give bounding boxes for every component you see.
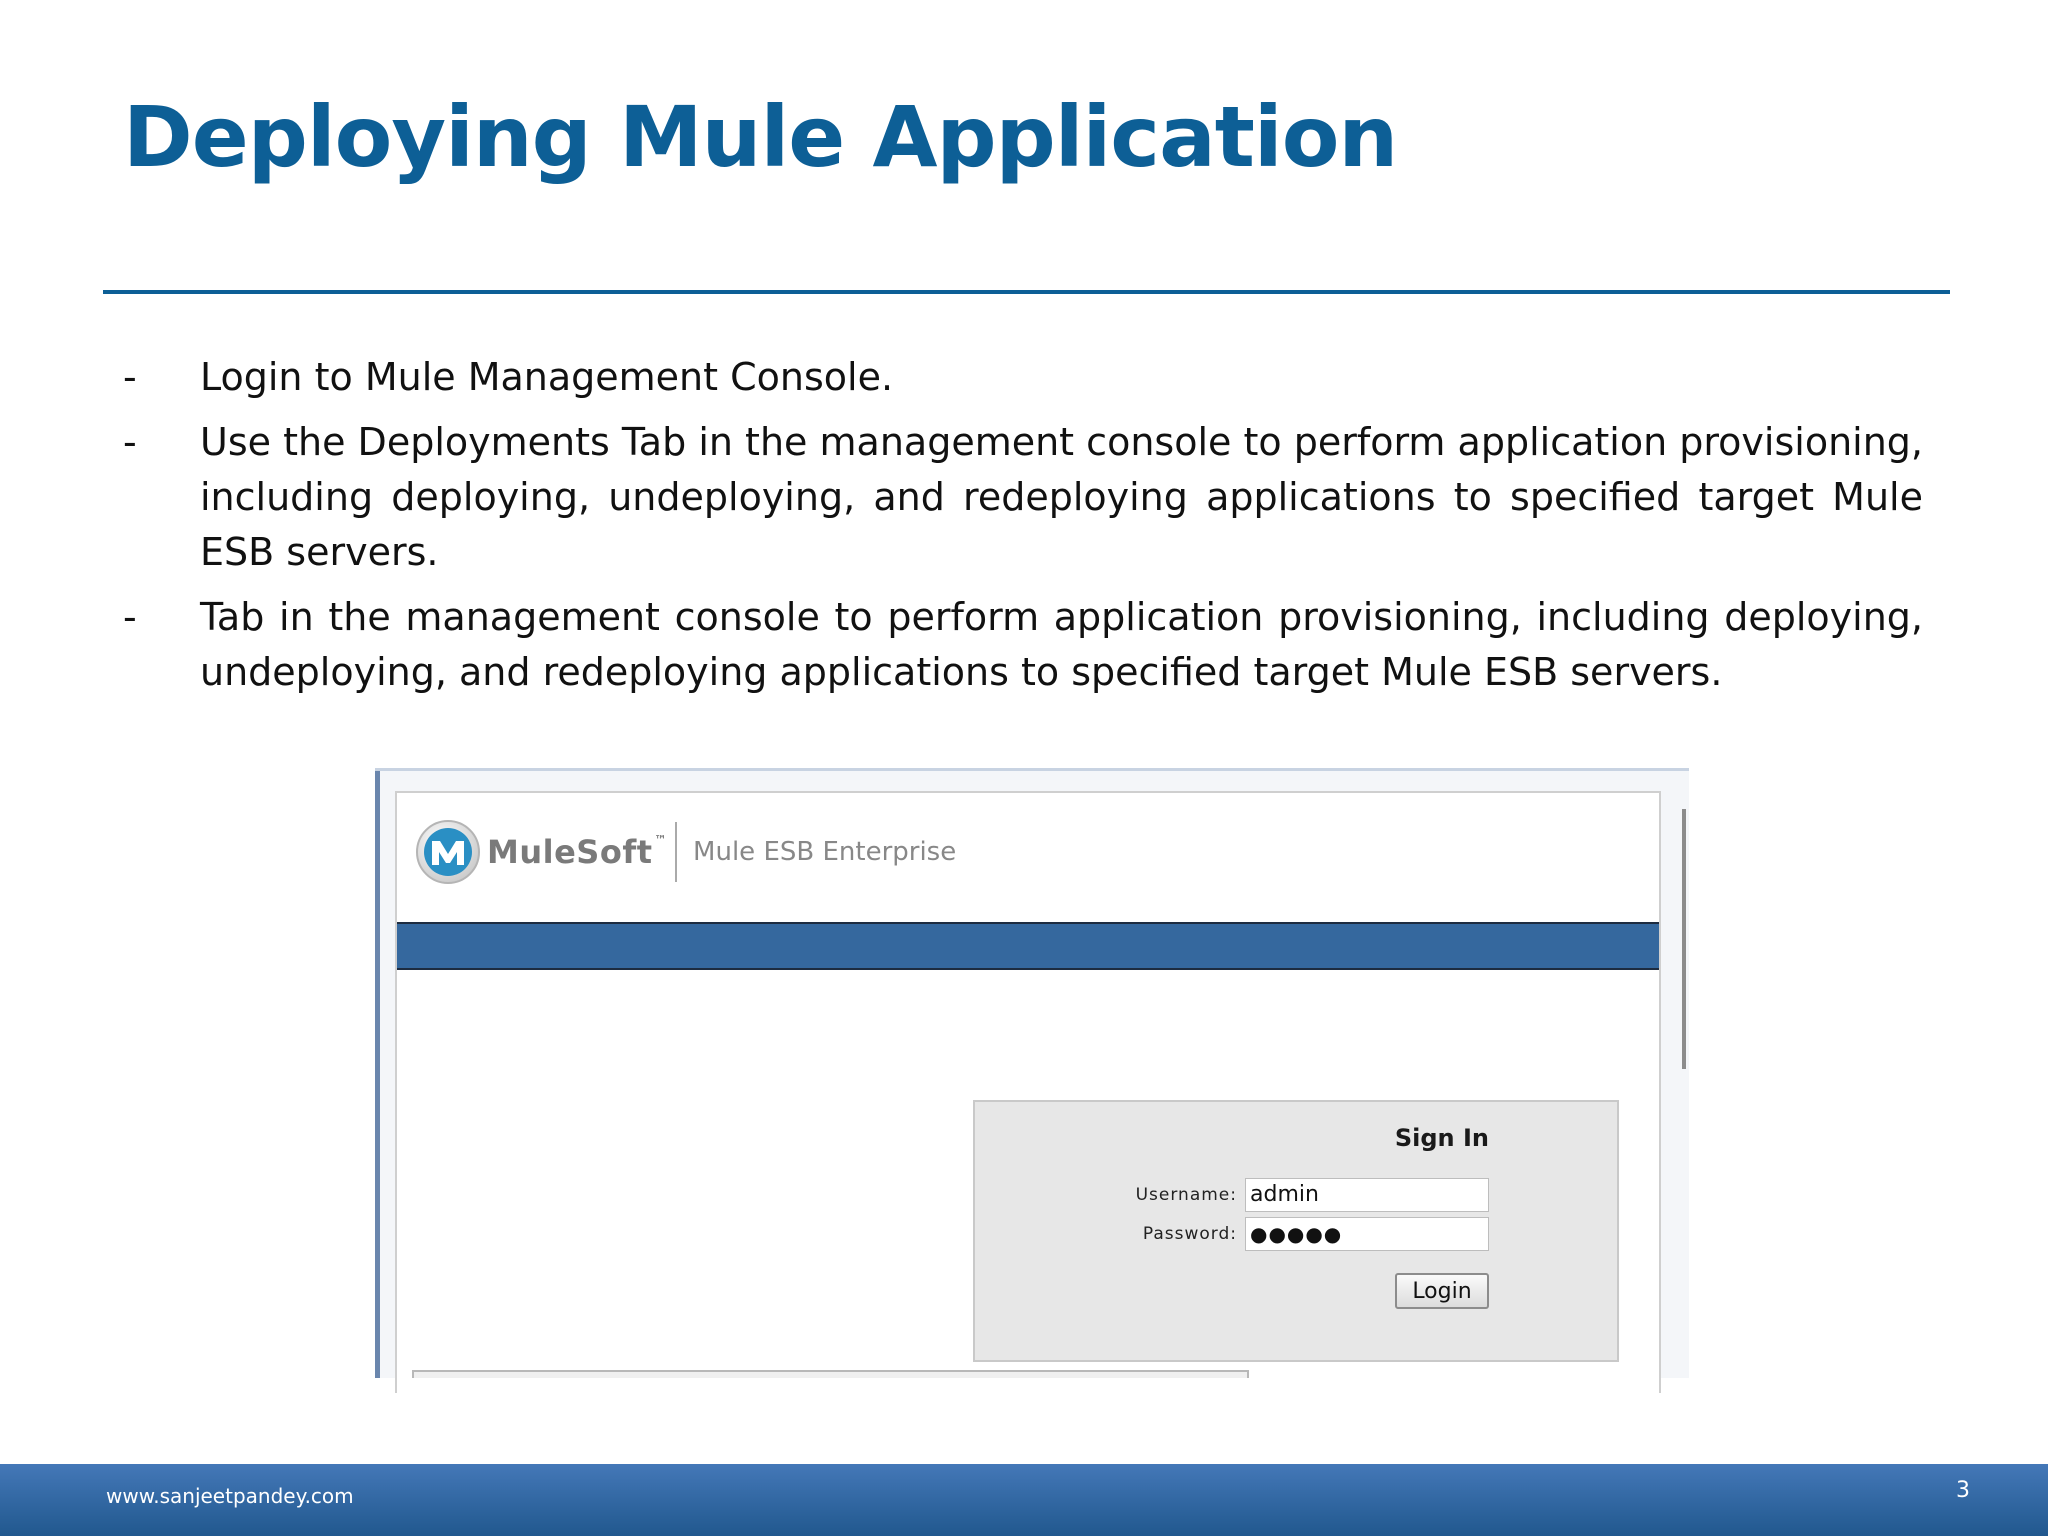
page-number: 3 [1956, 1478, 1970, 1503]
slide-title: Deploying Mule Application [123, 88, 1398, 186]
console-nav-bar [397, 922, 1659, 970]
console-screenshot [375, 768, 1689, 1378]
login-button[interactable]: Login [1395, 1273, 1489, 1309]
slide-footer [0, 1464, 2048, 1536]
console-window [395, 791, 1661, 1393]
logo-separator [675, 822, 677, 882]
sign-in-panel [973, 1100, 1619, 1362]
bullet-text: Login to Mule Management Console. [200, 355, 894, 399]
product-name: Mule ESB Enterprise [693, 837, 957, 867]
bullet-item [123, 350, 1923, 405]
console-header-logo [415, 819, 956, 885]
sign-in-title: Sign In [1394, 1124, 1489, 1152]
bullet-list [123, 350, 1923, 710]
brand-name: MuleSoft ™ [487, 833, 668, 871]
title-divider [103, 290, 1950, 294]
bullet-marker: - [123, 420, 137, 464]
username-input[interactable]: admin [1245, 1178, 1489, 1212]
mulesoft-logo-icon [415, 819, 481, 885]
bullet-item [123, 590, 1923, 700]
scrollbar[interactable] [1682, 809, 1686, 1069]
username-row [1136, 1178, 1489, 1212]
password-label: Password: [1142, 1224, 1237, 1244]
bullet-item [123, 415, 1923, 580]
console-bottom-panel-edge [412, 1370, 1249, 1378]
bullet-text: Use the Deployments Tab in the management console to perform application provisioning, including deploying, undeploying, and redeploying applications to specified target Mule ESB servers. [200, 420, 1923, 574]
screenshot-frame-edge [375, 771, 380, 1378]
bullet-marker: - [123, 595, 137, 639]
footer-url: www.sanjeetpandey.com [106, 1484, 354, 1508]
bullet-marker: - [123, 355, 137, 399]
password-row [1143, 1217, 1489, 1251]
username-label: Username: [1135, 1185, 1237, 1205]
password-input[interactable]: ●●●●● [1245, 1217, 1489, 1251]
bullet-text: Tab in the management console to perform application provisioning, including deploying, undeploying, and redeploying applications to specified target Mule ESB servers. [200, 595, 1923, 694]
